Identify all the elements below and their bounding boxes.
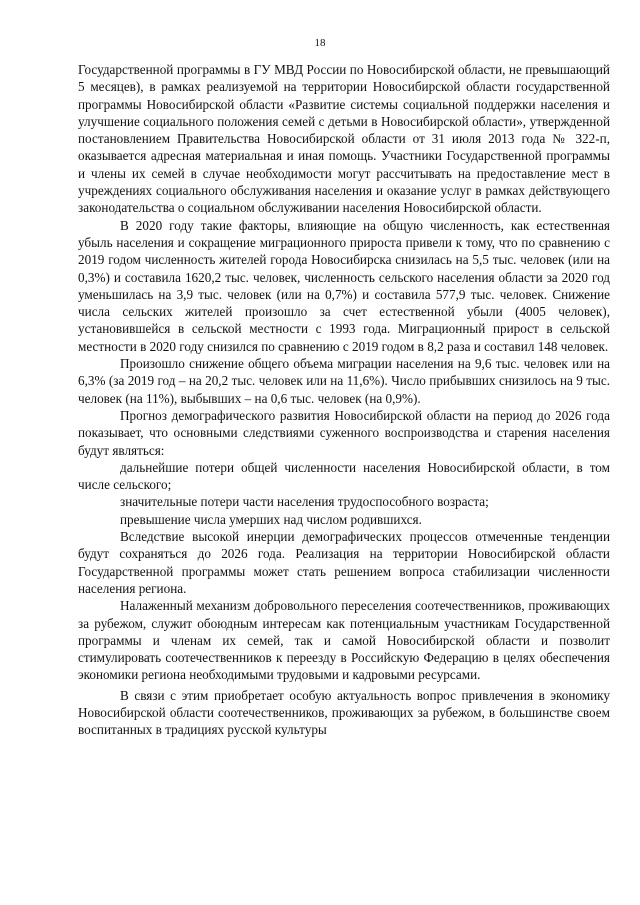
list-item-paragraph: дальнейшие потери общей численности населения Новосибирской области, в том числе сельского;	[78, 459, 610, 493]
paragraph: В связи с этим приобретает особую актуальность вопрос привлечения в экономику Новосибирской области соотечественников, проживающих за рубежом, в большинстве своем воспитанных в традициях русской культуры	[78, 687, 610, 738]
document-body	[78, 61, 610, 739]
paragraph: В 2020 году такие факторы, влияющие на общую численность, как естественная убыль населения и сокращение миграционного прироста привели к тому, что по сравнению с 2019 годом численность жителей города Новосибирска снизилась на 5,5 тыс. человек (или на 0,3%) и составила 1620,2 тыс. человек, численность сельского населения области за 2020 год уменьшилась на 3,9 тыс. человек (или на 0,7%) и составила 577,9 тыс. человек. Снижение числа сельских жителей произошло за счет естественной убыли (4005 человек), установившейся в сельской местности с 1993 года. Миграционный прирост в сельской местности в 2020 году снизился по сравнению с 2019 годом в 8,2 раза и составил 148 человек.	[78, 217, 610, 354]
paragraph: Налаженный механизм добровольного переселения соотечественников, проживающих за рубежом, служит обоюдным интересам как потенциальным участникам Государственной программы и членам их семей, так и самой Новосибирской области и позволит стимулировать соотечественников к переезду в Российскую Федерацию в целях обеспечения экономики региона необходимыми трудовыми и кадровыми ресурсами.	[78, 598, 610, 683]
paragraph: Вследствие высокой инерции демографических процессов отмеченные тенденции будут сохраняться до 2026 года. Реализация на территории Новосибирской области Государственной программы может стать решением вопроса стабилизации численности населения региона.	[78, 529, 610, 596]
paragraph: Прогноз демографического развития Новосибирской области на период до 2026 года показывает, что основными следствиями суженного воспроизводства и старения населения будут являться:	[78, 407, 610, 458]
paragraph: Государственной программы в ГУ МВД России по Новосибирской области, не превышающий 5 месяцев), в рамках реализуемой на территории Новосибирской области государственной программы Новосибирской области «Развитие системы социальной поддержки населения и улучшение социального положения семей с детьми в Новосибирской области», утвержденной постановлением Правительства Новосибирской области от 31 июля 2013 года № 322-п, оказывается адресная материальная и иная помощь. Участники Государственной программы и члены их семей в случае необходимости могут рассчитывать на предоставление мест в учреждениях социального обслуживания населения и оказание услуг в рамках действующего законодательства о социальном обслуживании населения Новосибирской области.	[78, 62, 610, 216]
list-item-paragraph: значительные потери части населения трудоспособного возраста;	[120, 494, 489, 510]
page-number: 18	[314, 37, 326, 49]
list-item-paragraph: превышение числа умерших над числом родившихся.	[120, 511, 422, 527]
paragraph: Произошло снижение общего объема миграции населения на 9,6 тыс. человек или на 6,3% (за 2019 год – на 20,2 тыс. человек или на 11,6%). Число прибывших снизилось на 9 тыс. человек (на 11%), выбывших – на 0,6 тыс. человек (на 0,9%).	[78, 356, 610, 406]
